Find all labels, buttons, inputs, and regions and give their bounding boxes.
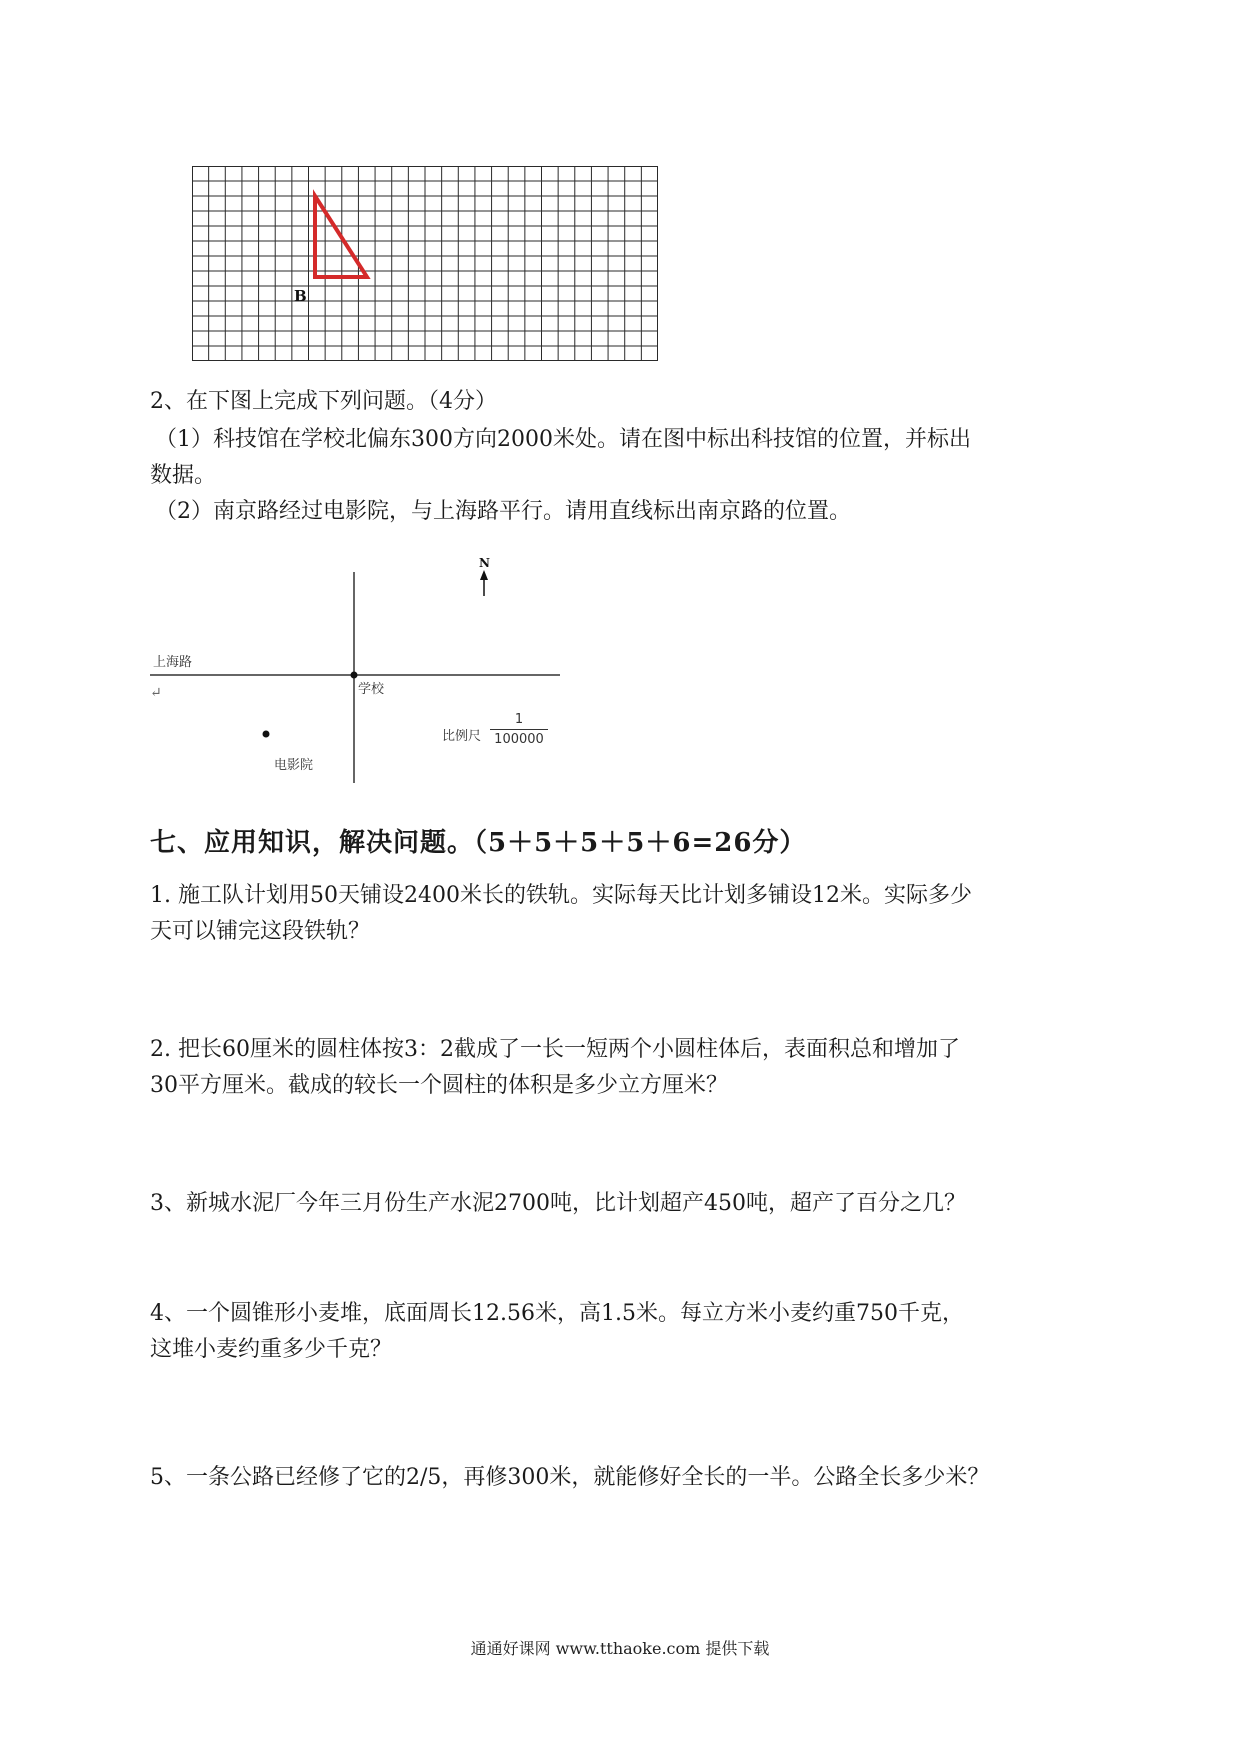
north-label: N [479,556,490,570]
problem-1-line2: 天可以铺完这段铁轨？ [150,919,371,944]
problem-2-line1: 2. 把长60厘米的圆柱体按3：2截成了一长一短两个小圆柱体后，表面积总和增加了 [150,1037,960,1062]
grid-figure [192,166,658,361]
q2-sub1-line1: （1）科技馆在学校北偏东300方向2000米处。请在图中标出科技馆的位置，并标出 [155,427,971,452]
scale-fraction [490,712,548,747]
problem-4-line1: 4、一个圆锥形小麦堆，底面周长12.56米，高1.5米。每立方米小麦约重750千克， [150,1301,964,1326]
problem-5: 5、一条公路已经修了它的2/5，再修300米，就能修好全长的一半。公路全长多少米？ [150,1465,990,1490]
grid-svg [192,166,658,361]
scale-denominator: 100000 [494,732,544,747]
school-point [351,672,358,679]
school-label: 学校 [358,682,385,697]
return-mark: ↵ [150,685,162,701]
q2-title: 2、在下图上完成下列问题。（4分） [150,389,497,414]
problem-4-line2: 这堆小麦约重多少千克？ [150,1337,393,1362]
grid-lines [192,166,658,361]
cinema-point [263,731,270,738]
problem-1-line1: 1. 施工队计划用50天铺设2400米长的铁轨。实际每天比计划多铺设12米。实际多少 [150,883,972,908]
cinema-label: 电影院 [274,758,314,773]
q2-sub1-line2: 数据。 [150,463,217,488]
q2-sub2: （2）南京路经过电影院，与上海路平行。请用直线标出南京路的位置。 [155,499,851,524]
point-b-label: B [294,287,307,305]
map-figure [150,548,570,788]
scale-label: 比例尺 [442,729,482,744]
section-7-title: 七、应用知识，解决问题。（5＋5＋5＋5＋6=26分） [150,828,807,858]
red-triangle [315,196,367,277]
shanghai-road-label: 上海路 [153,655,193,670]
footer-text: 通通好课网 www.tthaoke.com 提供下载 [470,1639,770,1658]
scale-numerator: 1 [514,712,524,727]
map-svg [150,548,570,788]
north-arrow-icon [480,570,488,596]
scale-fraction-bar [490,729,548,730]
problem-2-line2: 30平方厘米。截成的较长一个圆柱的体积是多少立方厘米？ [150,1073,728,1098]
problem-3: 3、新城水泥厂今年三月份生产水泥2700吨，比计划超产450吨，超产了百分之几？ [150,1191,966,1216]
